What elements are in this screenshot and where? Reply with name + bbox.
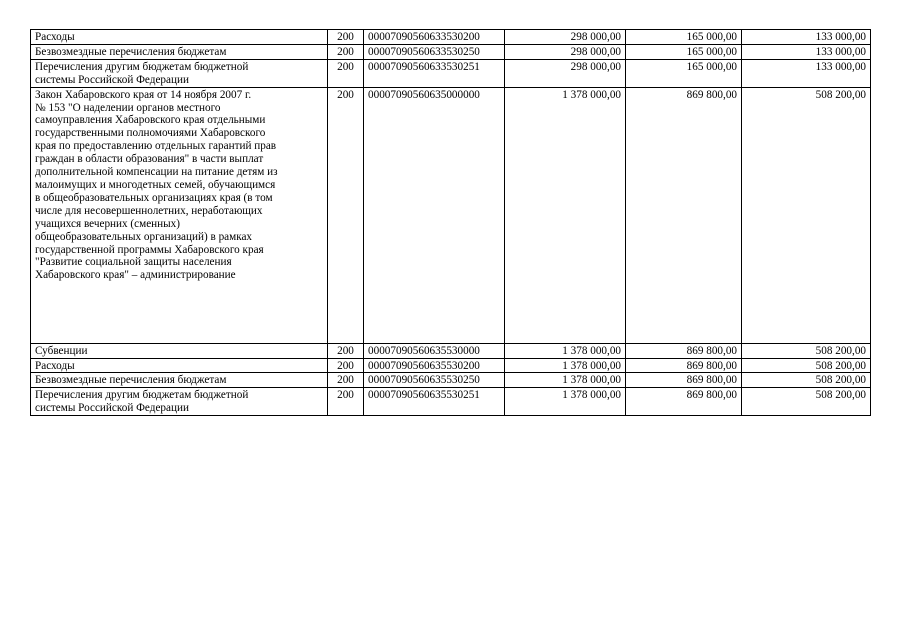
table-row [31, 343, 871, 358]
budget-execution-table [30, 29, 871, 416]
table-row [31, 59, 871, 87]
table-row [31, 44, 871, 59]
row-budget-class-code-cell: 00007090560633530251 [364, 59, 505, 87]
row-line-code-cell: 200 [328, 373, 364, 388]
row-line-code-cell: 200 [328, 358, 364, 373]
row-line-code-cell: 200 [328, 30, 364, 45]
row-budget-class-code-cell: 00007090560635530251 [364, 388, 505, 416]
row-unexecuted-amount-cell: 508 200,00 [742, 343, 871, 358]
row-name-cell: Расходы [31, 30, 328, 45]
row-approved-amount-cell: 1 378 000,00 [505, 358, 626, 373]
row-name-cell: Безвозмездные перечисления бюджетам [31, 373, 328, 388]
row-name-cell: Перечисления другим бюджетам бюджетной системы Российской Федерации [31, 388, 328, 416]
row-unexecuted-amount-cell: 508 200,00 [742, 373, 871, 388]
row-name-cell: Безвозмездные перечисления бюджетам [31, 44, 328, 59]
row-budget-class-code-cell: 00007090560635530250 [364, 373, 505, 388]
row-executed-amount-cell: 165 000,00 [626, 59, 742, 87]
row-executed-amount-cell: 869 800,00 [626, 343, 742, 358]
row-approved-amount-cell: 1 378 000,00 [505, 87, 626, 343]
row-executed-amount-cell: 165 000,00 [626, 44, 742, 59]
row-approved-amount-cell: 1 378 000,00 [505, 373, 626, 388]
row-executed-amount-cell: 165 000,00 [626, 30, 742, 45]
row-approved-amount-cell: 1 378 000,00 [505, 343, 626, 358]
row-approved-amount-cell: 1 378 000,00 [505, 388, 626, 416]
row-executed-amount-cell: 869 800,00 [626, 87, 742, 343]
row-unexecuted-amount-cell: 133 000,00 [742, 44, 871, 59]
row-executed-amount-cell: 869 800,00 [626, 373, 742, 388]
row-unexecuted-amount-cell: 508 200,00 [742, 358, 871, 373]
row-name-cell: Перечисления другим бюджетам бюджетной системы Российской Федерации [31, 59, 328, 87]
row-name-cell: Расходы [31, 358, 328, 373]
row-line-code-cell: 200 [328, 59, 364, 87]
row-approved-amount-cell: 298 000,00 [505, 30, 626, 45]
row-unexecuted-amount-cell: 133 000,00 [742, 59, 871, 87]
table-row [31, 30, 871, 45]
row-line-code-cell: 200 [328, 388, 364, 416]
row-line-code-cell: 200 [328, 44, 364, 59]
row-name-cell: Субвенции [31, 343, 328, 358]
row-unexecuted-amount-cell: 508 200,00 [742, 388, 871, 416]
row-approved-amount-cell: 298 000,00 [505, 59, 626, 87]
row-budget-class-code-cell: 00007090560635530200 [364, 358, 505, 373]
row-executed-amount-cell: 869 800,00 [626, 358, 742, 373]
row-line-code-cell: 200 [328, 343, 364, 358]
row-approved-amount-cell: 298 000,00 [505, 44, 626, 59]
row-name-cell: Закон Хабаровского края от 14 ноября 2007 г. № 153 "О наделении органов местного самоуправления Хабаровского края отдельными государственными полномочиями Хабаровского края по предоставлению отдельных гарантий прав граждан в области образования" в части выплат дополнительной компенсации на питание детям из малоимущих и многодетных семей, обучающимся в общеобразовательных организациях края (в том числе для несовершеннолетних, неработающих учащихся вечерних (сменных) общеобразовательных организаций) в рамках государственной программы Хабаровского края "Развитие социальной защиты населения Хабаровского края" – администрирование [31, 87, 328, 343]
row-line-code-cell: 200 [328, 87, 364, 343]
table-row [31, 373, 871, 388]
row-executed-amount-cell: 869 800,00 [626, 388, 742, 416]
table-row [31, 358, 871, 373]
row-budget-class-code-cell: 00007090560635530000 [364, 343, 505, 358]
row-budget-class-code-cell: 00007090560635000000 [364, 87, 505, 343]
table-row [31, 388, 871, 416]
row-budget-class-code-cell: 00007090560633530250 [364, 44, 505, 59]
row-unexecuted-amount-cell: 133 000,00 [742, 30, 871, 45]
row-budget-class-code-cell: 00007090560633530200 [364, 30, 505, 45]
table-row [31, 87, 871, 343]
row-unexecuted-amount-cell: 508 200,00 [742, 87, 871, 343]
